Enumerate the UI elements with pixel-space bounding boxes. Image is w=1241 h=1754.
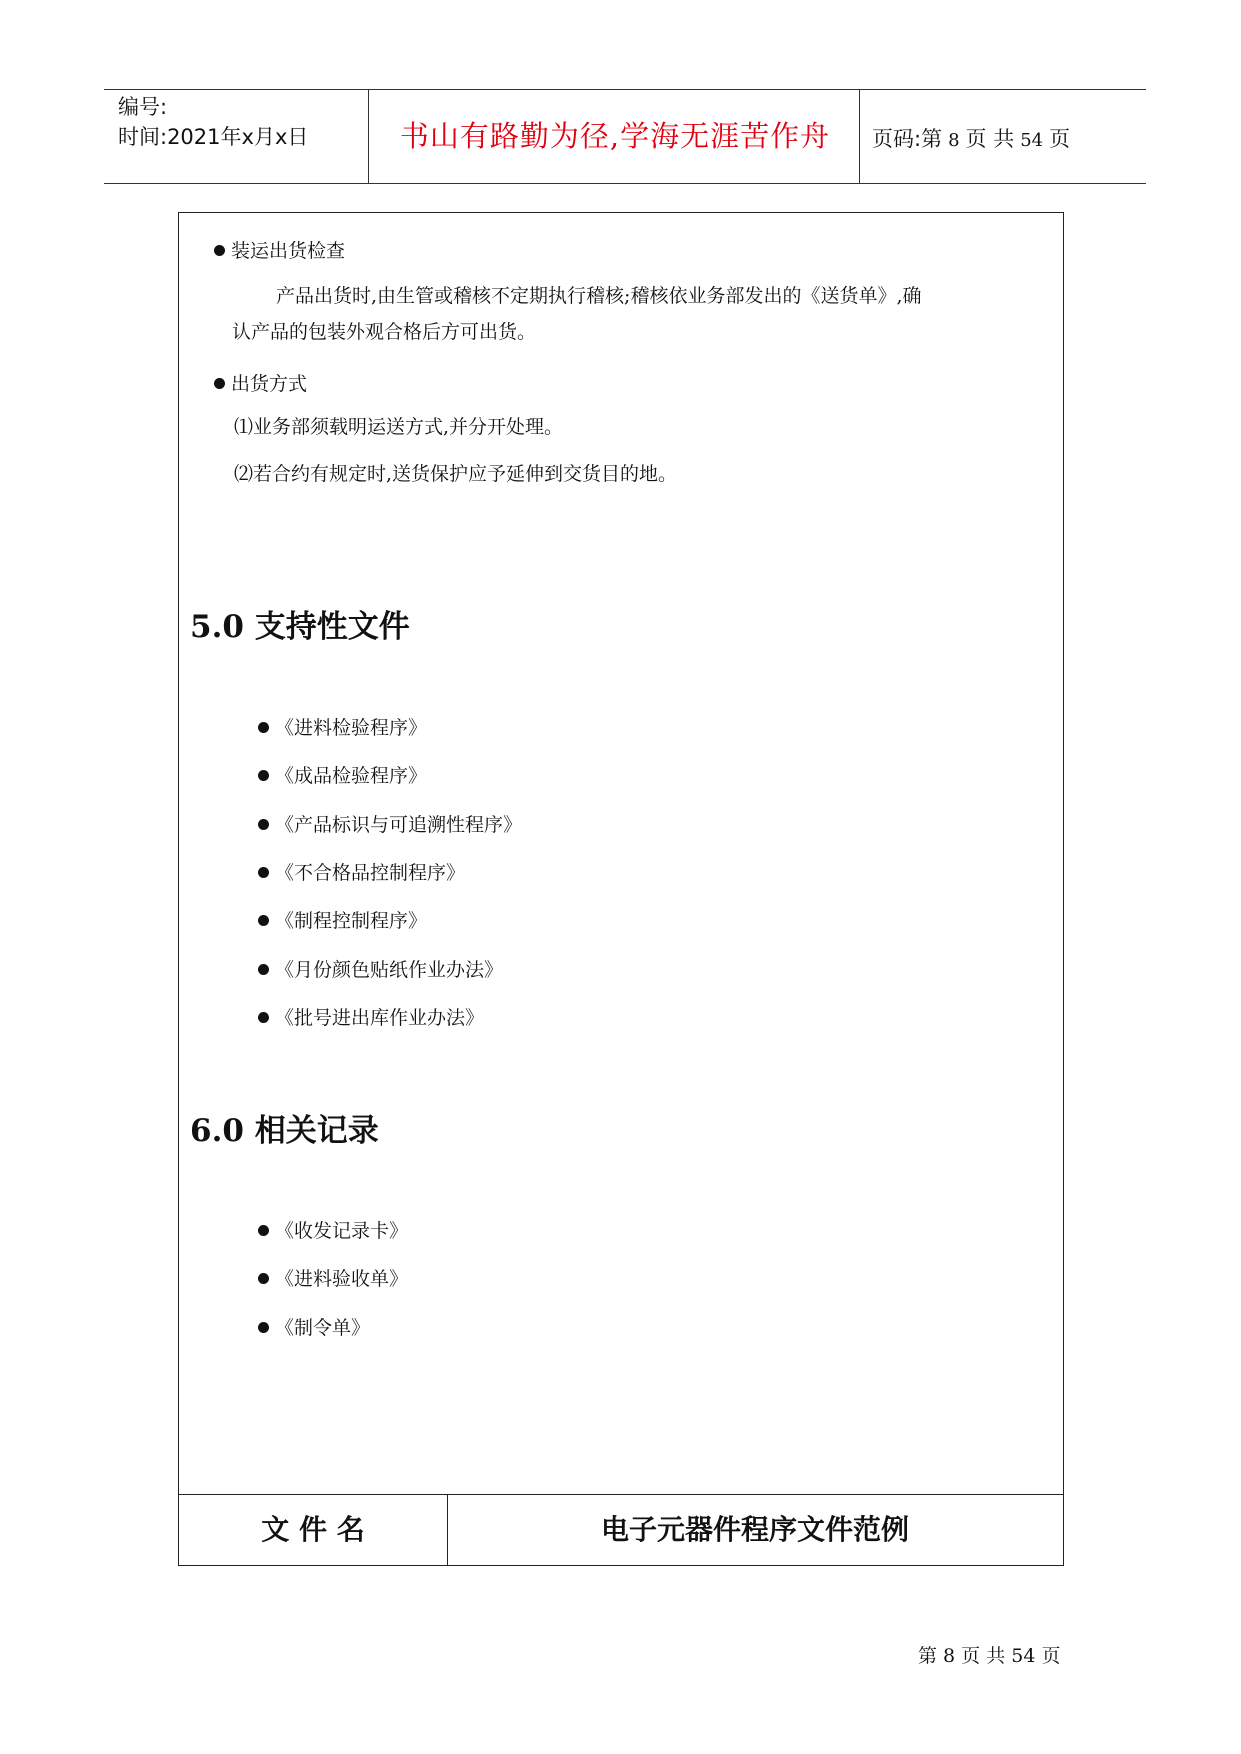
shipping-method-heading: 出货方式 — [231, 373, 308, 395]
section-shipping-inspection — [214, 236, 345, 263]
bullet-icon — [214, 245, 225, 256]
doc-number-label: 编号: — [118, 95, 168, 119]
file-name-title: 电子元器件程序文件范例 — [600, 1513, 909, 1546]
page-number: 8 — [948, 130, 960, 151]
list-item: 《制令单》 — [258, 1313, 370, 1340]
bullet-icon — [258, 770, 269, 781]
bullet-icon — [214, 378, 225, 389]
bullet-icon — [258, 1322, 269, 1333]
method-item-1: ⑴业务部须载明运送方式,并分开处理。 — [234, 416, 564, 438]
list-item: 《制程控制程序》 — [258, 906, 427, 933]
list-item: 《不合格品控制程序》 — [258, 858, 465, 885]
header-page-info — [872, 123, 1070, 153]
shipping-paragraph-line1: 产品出货时,由生管或稽核不定期执行稽核;稽核依业务部发出的《送货单》,确 — [276, 285, 922, 307]
list-item: 《收发记录卡》 — [258, 1216, 408, 1243]
bullet-icon — [258, 867, 269, 878]
bullet-icon — [258, 1225, 269, 1236]
header-meta — [118, 92, 308, 152]
section-5-title: 5.0 支持性文件 — [190, 609, 410, 645]
header-divider-left — [368, 89, 369, 183]
header-bottom-rule — [104, 183, 1146, 184]
list-item: 《进料检验程序》 — [258, 713, 427, 740]
file-name-label: 文 件 名 — [261, 1513, 365, 1546]
bullet-icon — [258, 819, 269, 830]
bullet-icon — [258, 1273, 269, 1284]
page-footer: 第 8 页 共 54 页 — [918, 1645, 1061, 1667]
shipping-inspection-heading: 装运出货检查 — [231, 240, 346, 262]
bullet-icon — [258, 722, 269, 733]
bullet-icon — [258, 915, 269, 926]
list-item: 《成品检验程序》 — [258, 761, 427, 788]
section-shipping-method — [214, 369, 307, 396]
page-suffix: 页 — [1049, 127, 1071, 151]
list-item: 《进料验收单》 — [258, 1264, 408, 1291]
header-motto: 书山有路勤为径,学海无涯苦作舟 — [399, 119, 831, 153]
shipping-paragraph-line2: 认产品的包装外观合格后方可出货。 — [232, 321, 537, 343]
list-item: 《月份颜色贴纸作业办法》 — [258, 955, 503, 982]
bullet-icon — [258, 1012, 269, 1023]
page-prefix: 页码:第 — [872, 127, 943, 151]
file-name-row — [179, 1494, 1063, 1565]
list-item: 《产品标识与可追溯性程序》 — [258, 810, 522, 837]
header-top-rule — [104, 89, 1146, 90]
section-6-title: 6.0 相关记录 — [190, 1113, 379, 1149]
bullet-icon — [258, 964, 269, 975]
time-label: 时间:2021年x月x日 — [118, 125, 309, 149]
method-item-2: ⑵若合约有规定时,送货保护应予延伸到交货目的地。 — [234, 463, 678, 485]
page-total: 54 — [1020, 130, 1044, 151]
page-mid: 页 共 — [965, 127, 1015, 151]
list-item: 《批号进出库作业办法》 — [258, 1003, 484, 1030]
